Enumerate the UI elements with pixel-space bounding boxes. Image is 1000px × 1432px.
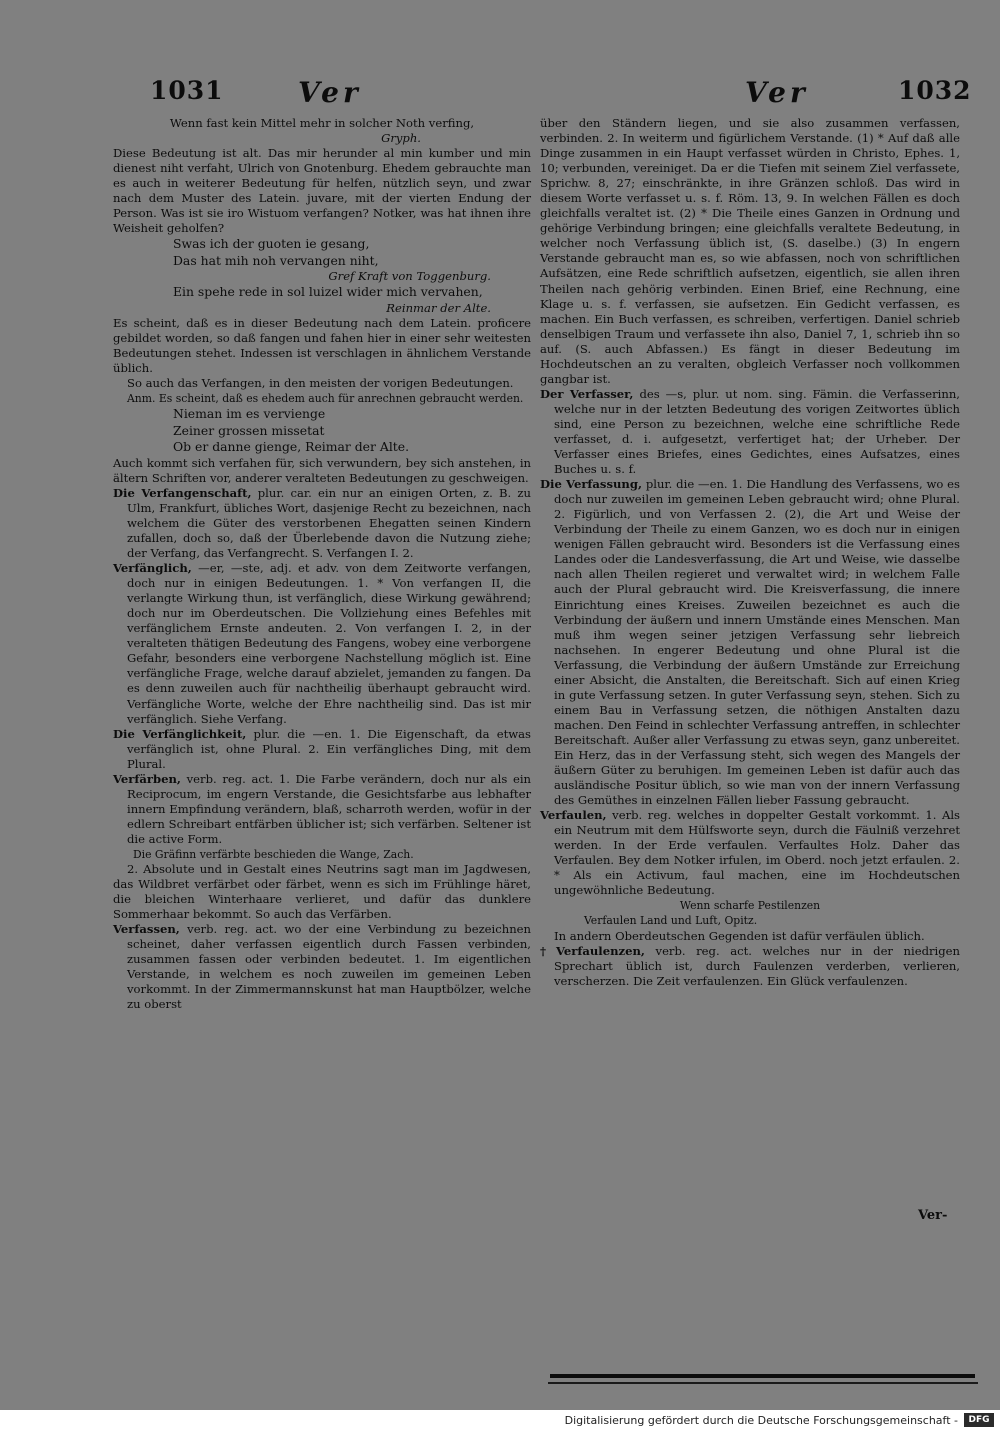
quote-source: Gryph. (381, 131, 421, 146)
entry-headword: Verfaulen, (540, 808, 607, 823)
left-column (113, 116, 531, 1012)
paragraph: über den Ständern liegen, und sie also zusammen verfassen, verbinden. 2. In weiterm und figürlichem Verstande. (1) * Auf daß alle Dinge zusammen in ein Haupt verfasset würden in Christo, Ephes. 1, 10; verbunden, vereiniget. Da er die Tiefen mit seinem Ziel verfassete, Sprichw. 8, 27; einschränkte, in ihre Gränzen schloß. Das wird in diesem Worte verfasset u. s. f. Röm. 13, 9. In welchen Fällen es doch gleichfalls veraltet ist. (2) * Die Theile eines Ganzen in Ordnung und gehörige Verbindung bringen; eine gleichfalls veraltete Bedeutung, in welcher noch Verfassung üblich ist, (S. daselbe.) (3) In engern Verstande gebraucht man es, so wie abfassen, noch von schriftlichen Aufsätzen, eine Rede schriftlich aufsetzen, eigentlich, sie allen ihren Theilen nach gehörig verbinden. Einen Brief, eine Rechnung, eine Klage u. s. f. verfassen, sie aufsetzen. Ein Gedicht verfassen, es machen. Ein Buch verfassen, es schreiben, verfertigen. Daniel schrieb denselbigen Traum und verfassete ihn also, Daniel 7, 1, schrieb ihn so auf. (S. auch Abfassen.) Es fängt in dieser Bedeutung im Hochdeutschen an zu veralten, obgleich Verfasser noch vollkommen gangbar ist. (540, 116, 960, 386)
dictionary-entry (540, 387, 960, 477)
entry-body: plur. die —en. 1. Die Eigenschaft, da etwas verfänglich ist, ohne Plural. 2. Ein verfängliches Ding, mit dem Plural. (127, 726, 532, 771)
verse-line: Ob er danne gienge, Reimar der Alte. (173, 439, 410, 455)
verse-line: Swas ich der guoten ie gesang, (173, 236, 370, 252)
entry-body: verb. reg. act. welches nur in der niedrigen Sprechart üblich ist, durch Faulenzen verderben, verlieren, verscherzen. Die Zeit verfaulenzen. Ein Glück verfaulenzen. (554, 943, 960, 988)
verse-line: Zeiner grossen missetat (173, 422, 325, 438)
dagger-mark: † (540, 943, 553, 958)
verse-source: Reinmar der Alte. (386, 300, 491, 315)
paragraph: So auch das Verfangen, in den meisten der vorigen Bedeutungen. (127, 376, 514, 391)
dictionary-entry (540, 944, 960, 989)
entry-headword: Der Verfasser, (540, 386, 634, 401)
paragraph: Auch kommt sich verfahen für, sich verwundern, bey sich anstehen, in ältern Schriften vor, anderer veralteten Bedeutungen zu geschweigen. (113, 455, 531, 485)
entry-headword: Die Verfassung, (540, 477, 642, 492)
entry-body: —er, —ste, adj. et adv. von dem Zeitworte verfangen, doch nur in einigen Bedeutungen. 1. * Von verfangen II, die verlangte Wirkung thun, ist verfänglich, diese Wirkung gewährend; doch nur im Oberdeutschen. Die Vollziehung eines Befehles mit verfänglichem Ernste andeuten. 2. Von verfangen I. 2, in der veralteten thätigen Bedeutung des Fangens, wobey eine verborgene Gefahr, besonders eine verborgene Nachstellung möglich ist. Eine verfängliche Frage, welche darauf abzielet, jemanden zu fangen. Da es denn zuweilen auch für nachtheilig überhaupt gebraucht wird. Verfängliche Worte, welche der Ehre nachtheilig sind. Das ist mir verfänglich. Siehe Verfang. (127, 561, 532, 726)
example-line: Die Gräfinn verfärbte beschieden die Wange, Zach. (133, 847, 414, 861)
entry-body: verb. reg. welches in doppelter Gestalt vorkommt. 1. Als ein Neutrum mit dem Hülfsworte seyn, durch die Fäulniß verzehret werden. In der Erde verfaulen. Verfaultes Holz. Daher das Verfaulen. Bey dem Notker irfulen, im Oberd. noch jetzt erfaulen. 2. * Als ein Activum, faul machen, eine im Hochdeutschen ungewöhnliche Bedeutung. (554, 808, 960, 898)
paragraph: Diese Bedeutung ist alt. Das mir herunder al min kumber und min dienest niht verfaht, Ulrich von Gnotenburg. Ehedem gebrauchte man es auch in weiterer Bedeutung für helfen, nützlich seyn, und zwar nach dem Muster des Latein. juvare, mit der vierten Endung der Person. Was ist sie iro Wistuom verfangen? Notker, was hat ihnen ihre Weisheit geholfen? (113, 146, 531, 236)
catchword: Ver- (918, 1208, 948, 1223)
dictionary-entry (540, 808, 960, 898)
entry-headword: Verfärben, (113, 771, 181, 786)
entry-body: des —s, plur. ut nom. sing. Fämin. die Verfasserinn, welche nur in der letzten Bedeutung des vorigen Zeitwortes üblich sind, eine Person zu bezeichnen, welche eine schriftliche Rede verfasset, d. i. aufgesetzt, verfertiget hat; der Urheber. Der Verfasser eines Briefes, eines Gedichtes, eines Aufsatzes, eines Buches u. s. f. (554, 386, 960, 477)
paragraph: Es scheint, daß es in dieser Bedeutung nach dem Latein. proficere gebildet worden, so daß fangen und fahen hier in einer sehr weitesten Bedeutungen stehet. Indessen ist verschlagen in ähnlichem Verstande üblich. (113, 315, 531, 376)
entry-body: plur. car. ein nur an einigen Orten, z. B. zu Ulm, Frankfurt, übliches Wort, dasjenige Recht zu bezeichnen, nach welchem die Güter des verstorbenen Ehegatten seinen Kindern zufallen, doch so, daß der Überlebende davon die Nutzung ziehe; der Verfang, das Verfangrecht. S. Verfangen I. 2. (127, 485, 531, 561)
right-column (540, 116, 960, 989)
footer-credit: Digitalisierung gefördert durch die Deutsche Forschungsgemeinschaft - (564, 1414, 958, 1427)
page-number-left: 1031 (150, 76, 224, 105)
entry-headword: Die Verfänglichkeit, (113, 726, 247, 741)
entry-headword: Verfassen, (113, 922, 180, 937)
example-line: Wenn scharfe Pestilenzen (679, 899, 821, 913)
entry-headword: Verfaulenzen, (555, 943, 645, 958)
paragraph: 2. Absolute und in Gestalt eines Neutrins sagt man im Jagdwesen, das Wildbret verfärbet oder färbet, wenn es sich im Frühlinge häret, die bleichen Winterhaare verlieret, und dafür das dunklere Sommerhaar bekommt. So auch das Verfärben. (113, 862, 531, 922)
entry-body: verb. reg. act. wo der eine Verbindung zu bezeichnen scheinet, daher verfassen eigentlich durch Fassen verbinden, zusammen fassen oder verbinden bedeutet. 1. Im eigentlichen Verstande, in welchem es noch zuweilen im gemeinen Leben vorkommt. In der Zimmermannskunst hat man Hauptbölzer, welche zu oberst (127, 922, 531, 1012)
running-head-right: Ver (745, 76, 809, 109)
dictionary-entry (540, 477, 960, 808)
entry-headword: Verfänglich, (113, 561, 192, 576)
dictionary-entry (113, 561, 531, 727)
dfg-logo-icon: DFG (964, 1413, 994, 1427)
digitization-footer (0, 1410, 1000, 1432)
annotation: Anm. Es scheint, daß es ehedem auch für anrechnen gebraucht werden. (127, 392, 524, 406)
entry-body: plur. die —en. 1. Die Handlung des Verfassens, wo es doch nur zuweilen im gemeinen Leben gebraucht wird; ohne Plural. 2. Figürlich, und von Verfassen 2. (2), die Art und Weise der Verbindung der Theile zu einem Ganzen, wo es doch nur in einigen wenigen Fällen gebraucht wird. Besonders ist die Verfassung eines Landes oder die Landesverfassung, die Art und Weise, wie dasselbe nach allen Theilen regieret und verwaltet wird; in welchem Falle auch der Plural gebraucht wird. Die Kreisverfassung, die innere Einrichtung eines Kreises. Zuweilen bezeichnet es auch die Verbindung der äußern und innern Umstände eines Menschen. Man muß ihm wegen seiner jetzigen Verfassung sehr liebreich nachsehen. In engerer Bedeutung und ohne Plural ist die Verfassung, die Verbindung der äußern Umstände zur Erreichung einer Absicht, die Anstalten, die Bereitschaft. Sich auf einen Krieg in gute Verfassung setzen. In guter Verfassung seyn, stehen. Sich zu einem Bau in Verfassung setzen, die nöthigen Anstalten dazu machen. Den Feind in schlechter Verfassung antreffen, in schlechter Bereitschaft. Außer aller Verfassung zu etwas seyn, ganz unbereitet. Ein Herz, das in der Verfassung steht, sich wegen des Mangels der äußern Güter zu beruhigen. Im gemeinen Leben ist dafür auch das ausländische Positur üblich, so wie man von der innern Verfassung des Gemüthes in einzelnen Fällen lieber Fassung gebraucht. (554, 477, 960, 808)
verse-line: Nieman im es vervienge (173, 406, 326, 422)
dictionary-entry (113, 727, 531, 772)
paragraph: In andern Oberdeutschen Gegenden ist dafür verfäulen üblich. (554, 928, 925, 943)
entry-headword: Die Verfangenschaft, (113, 485, 252, 500)
dictionary-entry (113, 486, 531, 561)
page-number-right: 1032 (898, 76, 972, 105)
dictionary-entry (113, 772, 531, 847)
quote-line: Wenn fast kein Mittel mehr in solcher Noth verfing, (169, 116, 475, 130)
verse-source: Gref Kraft von Toggenburg. (328, 269, 491, 284)
dictionary-entry (113, 922, 531, 1012)
verse-line: Das hat mih noh vervangen niht, (173, 252, 379, 268)
entry-body: verb. reg. act. 1. Die Farbe verändern, doch nur als ein Reciprocum, im engern Verstande, die Gesichtsfarbe aus lebhafter innern Empfindung verändern, blaß, scharroth werden, wofür in der edlern Schreibart entfärben üblicher ist; sich verfärben. Seltener ist die active Form. (127, 771, 531, 846)
bottom-rule-thin (548, 1382, 978, 1384)
example-line: Verfaulen Land und Luft, Opitz. (584, 914, 758, 928)
bottom-rule (550, 1374, 975, 1378)
running-head-left: Ver (298, 76, 362, 109)
verse-line: Ein spehe rede in sol luizel wider mich vervahen, (173, 284, 483, 300)
